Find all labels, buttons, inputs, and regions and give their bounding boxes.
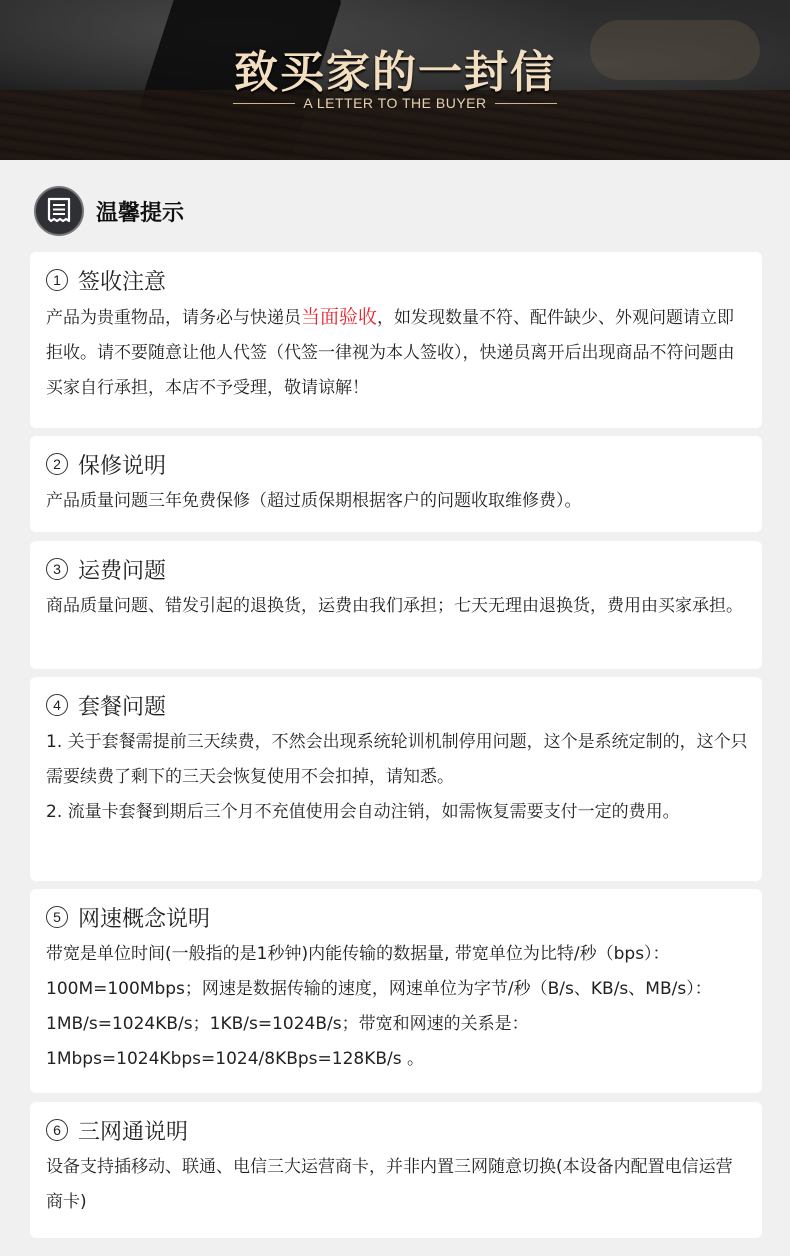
section-title: 运费问题 [78,558,167,584]
section-number: 5 [46,906,68,928]
section-number: 4 [46,694,68,716]
banner-subtitle-row [0,95,790,111]
section-text: 产品质量问题三年免费保修（超过质保期根据客户的问题收取维修费）。 [46,491,582,511]
divider [495,103,557,104]
tips-title: 温馨提示 [96,200,185,226]
section-text: ，如发现数量不符、配件缺少、外观问题请立即拒收。请不要随意让他人代签（代签一律视为本人签收），快递员离开后出现商品不符问题由买家自行承担，本店不予受理，敬请谅解！ [46,308,735,398]
section-title: 保修说明 [78,453,167,479]
section-card-network-speed [30,889,762,1093]
section-card-package [30,677,762,881]
section-number: 1 [46,269,68,291]
section-body [46,725,748,830]
section-title: 网速概念说明 [78,906,211,932]
section-title: 三网通说明 [78,1119,189,1145]
section-paragraph: 1. 关于套餐需提前三天续费，不然会出现系统轮训机制停用问题，这个是系统定制的，这个只需要续费了剩下的三天会恢复使用不会扣掉，请知悉。 [46,732,748,787]
section-title: 套餐问题 [78,694,167,720]
section-paragraph: 2. 流量卡套餐到期后三个月不充值使用会自动注销，如需恢复需要支付一定的费用。 [46,802,680,822]
section-text: 商品质量问题、错发引起的退换货，运费由我们承担；七天无理由退换货，费用由买家承担。 [46,596,743,616]
section-card-multi-network [30,1102,762,1238]
section-title: 签收注意 [78,269,167,295]
section-card-shipping [30,541,762,669]
highlight-text: 当面验收 [301,306,378,328]
tips-header [34,186,184,236]
banner-subtitle: A LETTER TO THE BUYER [303,95,487,111]
section-body [46,484,748,519]
section-text: 设备支持插移动、联通、电信三大运营商卡，并非内置三网随意切换(本设备内配置电信运营商卡) [46,1157,733,1212]
section-number: 2 [46,453,68,475]
section-body [46,589,748,624]
section-number: 3 [46,558,68,580]
section-body [46,1150,748,1220]
receipt-icon [34,186,84,236]
section-card-warranty [30,436,762,532]
section-number: 6 [46,1119,68,1141]
section-body [46,937,748,1077]
section-card-receipt [30,252,762,428]
section-text: 产品为贵重物品，请务必与快递员 [46,308,301,328]
section-text: 带宽是单位时间(一般指的是1秒钟)内能传输的数据量, 带宽单位为比特/秒（bps）：100M=100Mbps；网速是数据传输的速度，网速单位为字节/秒（B/s、KB/s、MB/s）：1MB/s=1024KB/s；1KB/s=1024B/s；带宽和网速的关系是：1Mbps=1024Kbps=1024/8KBps=128KB/s 。 [46,944,712,1069]
banner-title: 致买家的一封信 [234,47,556,98]
divider [233,103,295,104]
header-banner [0,0,790,160]
section-body [46,300,748,406]
